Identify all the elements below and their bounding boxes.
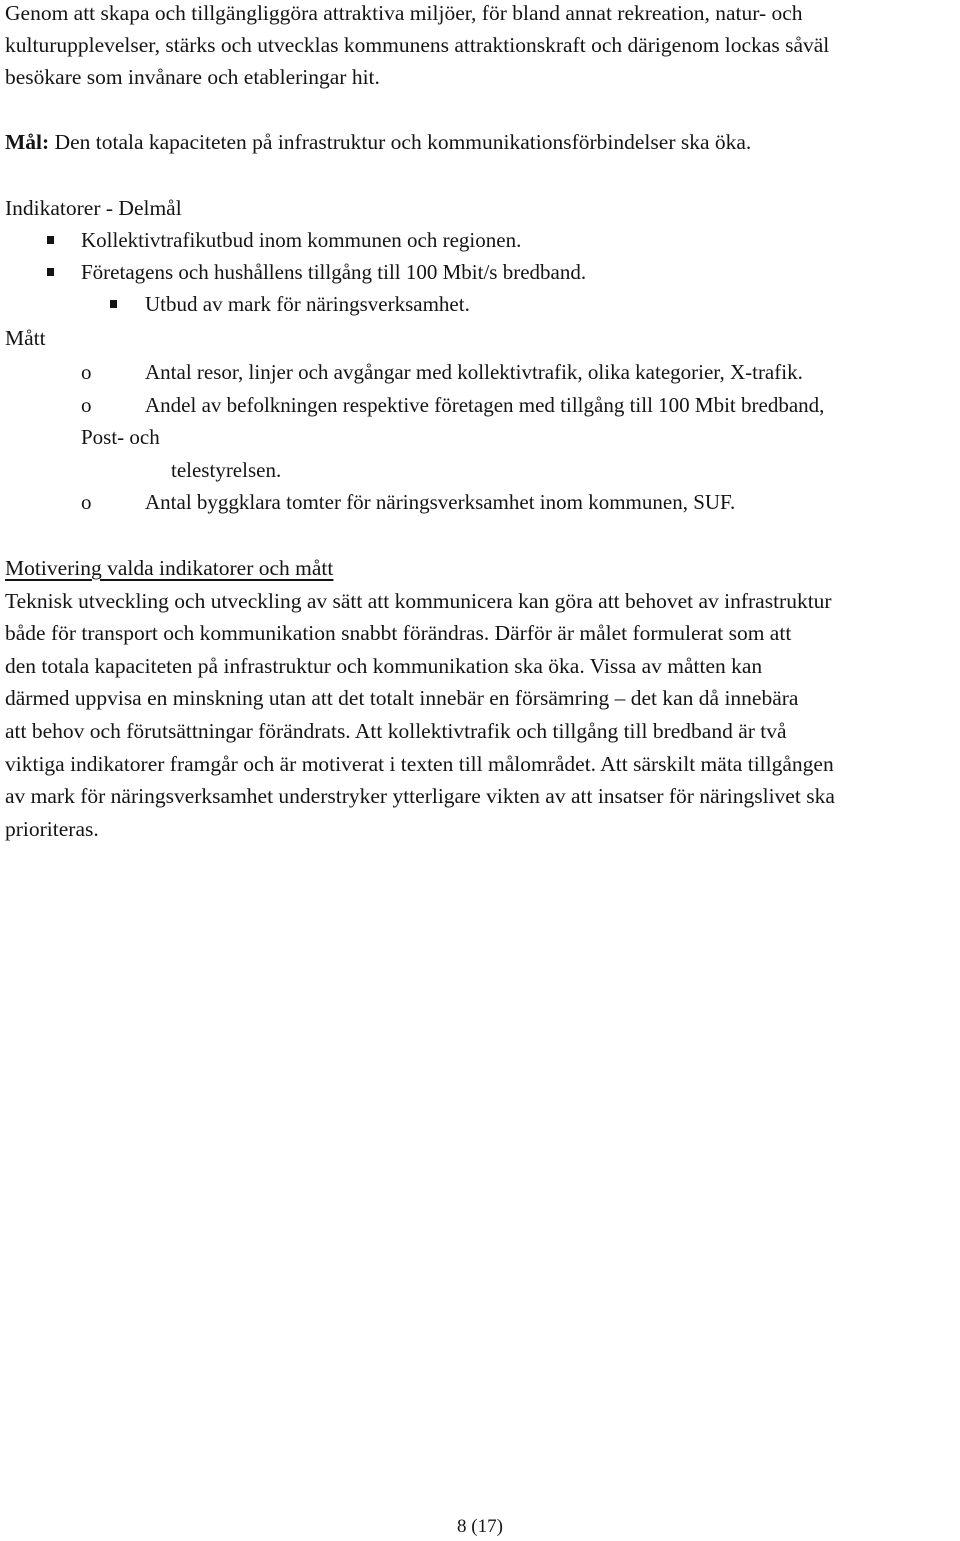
square-bullet-icon bbox=[110, 300, 117, 308]
motivation-line: både för transport och kommunikation snabbt förändras. Därför är målet formulerat som att bbox=[5, 621, 792, 645]
intro-line: Genom att skapa och tillgängliggöra attraktiva miljöer, för bland annat rekreation, natur- och bbox=[5, 1, 803, 25]
indicator-item: Kollektivtrafikutbud inom kommunen och regionen. bbox=[81, 228, 522, 252]
measure-item: Antal byggklara tomter för näringsverksamhet inom kommunen, SUF. bbox=[145, 490, 736, 514]
intro-line: besökare som invånare och etableringar hit. bbox=[5, 65, 380, 89]
goal-text: Den totala kapaciteten på infrastruktur och kommunikationsförbindelser ska öka. bbox=[49, 130, 752, 154]
circle-bullet-icon: o bbox=[81, 360, 92, 384]
indicator-item: Utbud av mark för näringsverksamhet. bbox=[145, 292, 470, 316]
motivation-line: den totala kapaciteten på infrastruktur och kommunikation ska öka. Vissa av måtten kan bbox=[5, 654, 763, 678]
square-bullet-icon bbox=[47, 236, 54, 244]
measure-item: Andel av befolkningen respektive företagen med tillgång till 100 Mbit bredband, bbox=[145, 393, 825, 417]
circle-bullet-icon: o bbox=[81, 490, 92, 514]
square-bullet-icon bbox=[47, 268, 54, 276]
motivation-line: av mark för näringsverksamhet understryker ytterligare vikten av att insatser för näringslivet ska bbox=[5, 784, 835, 808]
measures-heading: Mått bbox=[5, 326, 46, 350]
measure-item-continuation: telestyrelsen. bbox=[171, 458, 282, 482]
measure-item-continuation: Post- och bbox=[81, 425, 160, 449]
motivation-line: Teknisk utveckling och utveckling av sätt att kommunicera kan göra att behovet av infrastruktur bbox=[5, 589, 832, 613]
goal-label: Mål: bbox=[5, 130, 50, 154]
motivation-heading bbox=[5, 553, 333, 583]
goal-statement bbox=[5, 127, 751, 157]
indicator-item: Företagens och hushållens tillgång till 100 Mbit/s bredband. bbox=[81, 260, 587, 284]
motivation-heading-text: Motivering valda indikatorer och mått bbox=[5, 556, 334, 580]
motivation-line: viktiga indikatorer framgår och är motiverat i texten till målområdet. Att särskilt mäta tillgången bbox=[5, 752, 834, 776]
motivation-line: att behov och förutsättningar förändrats. Att kollektivtrafik och tillgång till bredband är två bbox=[5, 719, 787, 743]
motivation-line: därmed uppvisa en minskning utan att det totalt innebär en försämring – det kan då innebära bbox=[5, 686, 799, 710]
circle-bullet-icon: o bbox=[81, 393, 92, 417]
indicators-heading: Indikatorer - Delmål bbox=[5, 196, 182, 220]
motivation-line: prioriteras. bbox=[5, 817, 99, 841]
measure-item: Antal resor, linjer och avgångar med kollektivtrafik, olika kategorier, X-trafik. bbox=[145, 360, 803, 384]
page-number: 8 (17) bbox=[457, 1516, 503, 1537]
intro-line: kulturupplevelser, stärks och utvecklas kommunens attraktionskraft och därigenom lockas såväl bbox=[5, 33, 830, 57]
